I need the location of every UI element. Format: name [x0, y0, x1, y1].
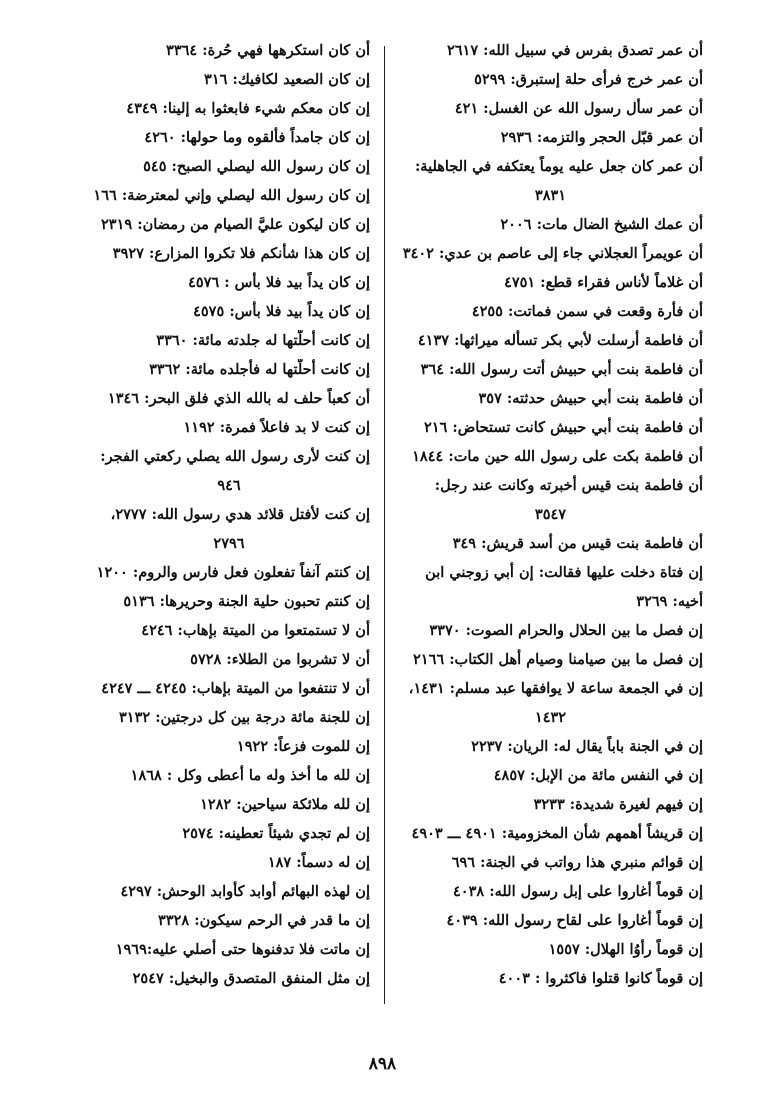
- index-entry: أن لا تشربوا من الطلاء: ٥٧٢٨: [190, 651, 370, 668]
- index-entry: إن كان يداً بيد فلا بأس : ٤٥٧٦: [188, 274, 370, 291]
- index-entry: إن كان رسول الله ليصلي الصبح: ٥٤٥: [143, 158, 370, 175]
- index-entry: إن ما قدر في الرحم سيكون: ٣٣٢٨: [158, 912, 370, 929]
- index-entry: أن فأرة وقعت في سمن فماتت: ٤٢٥٥: [471, 303, 703, 320]
- index-entry: إن في الجمعة ساعة لا يوافقها عبد مسلم: ١٤٣١،: [408, 680, 703, 697]
- index-entry: أن فاطمة بنت أبي حبيش كانت تستحاض: ٢١٦: [423, 419, 703, 436]
- index-entry: إن كانت أحلّتها له فأجلده مائة: ٣٣٦٢: [149, 361, 370, 378]
- index-entry: إن قوماً رأوُا الهلال: ١٥٥٧: [548, 941, 703, 958]
- index-entry: أن فاطمة بنت قيس من أسد قريش: ٣٤٩: [452, 535, 703, 552]
- index-entry: إن لله ملائكة سياحين: ١٢٨٢: [200, 796, 370, 813]
- index-entry: إن في النفس مائة من الإبل: ٤٨٥٧: [493, 767, 703, 784]
- index-entry: إن قريشاً أهمهم شأن المخزومية: ٤٩٠١ ـــ ٤٩٠٣: [411, 825, 703, 842]
- index-entry: إن فصل ما بين صيامنا وصيام أهل الكتاب: ٢١٦٦: [413, 651, 703, 668]
- index-entry: إن قوائم منبري هذا رواتب في الجنة: ٦٩٦: [451, 854, 703, 871]
- index-entry: إن كان الصعيد لكافيك: ٣١٦: [204, 71, 370, 88]
- index-entry: إن لله ما أخذ وله ما أعطى وكل : ١٨٦٨: [130, 767, 370, 784]
- index-entry: إن ماتت فلا تدفنوها حتى أصلي عليه:١٩٦٩: [115, 941, 370, 958]
- index-entry: إن كان رسول الله ليصلي وإني لمعترضة: ١٦٦: [93, 187, 370, 204]
- index-entry-continuation: ٣٨٣١: [534, 187, 567, 204]
- index-entry: إن كنت لأرى رسول الله يصلي ركعتي الفجر:: [100, 448, 370, 465]
- index-entry-continuation: ١٤٣٢: [534, 709, 567, 726]
- index-entry: إن كانت أحلّتها له جلدته مائة: ٣٣٦٠: [156, 332, 370, 349]
- index-entry: إن كنتم آنفاً تفعلون فعل فارس والروم: ١٢٠٠: [96, 564, 370, 581]
- index-entry: إن له دسماً: ١٨٧: [267, 854, 370, 871]
- page-number: ٨٩٨: [368, 1054, 397, 1074]
- index-entry: إن في الجنة باباً يقال له: الريان: ٢٢٣٧: [471, 738, 703, 755]
- index-entry: إن فتاة دخلت عليها فقالت: إن أبي زوجني ابن: [425, 564, 703, 581]
- index-entry: إن فيهم لغيرة شديدة: ٣٢٣٣: [533, 796, 703, 813]
- index-entry-continuation: ٣٥٤٧: [534, 506, 567, 523]
- index-entry: أن فاطمة بنت قيس أخبرته وكانت عند رجل:: [434, 477, 703, 494]
- index-entry: أن فاطمة بنت أبي حبيش حدثته: ٣٥٧: [478, 390, 703, 407]
- index-entry: إن كنت لأفتل قلائد هدي رسول الله: ٢٧٧٧،: [110, 506, 370, 523]
- index-entry: أن غلاماً لأناس فقراء قطع: ٤٧٥١: [504, 274, 703, 291]
- index-entry: أن لا تستمتعوا من الميتة بإهاب: ٤٢٤٦: [141, 622, 370, 639]
- index-entry: إن كان جامداً فألقوه وما حولها: ٤٢٦٠: [144, 129, 370, 146]
- index-entry: إن فصل ما بين الحلال والحرام الصوت: ٣٣٧٠: [429, 622, 703, 639]
- index-entry: أن فاطمة أرسلت لأبي بكر تسأله ميراثها: ٤١٣٧: [417, 332, 703, 349]
- index-entry: إن كان هذا شأنكم فلا تكروا المزارع: ٣٩٢٧: [112, 245, 370, 262]
- index-entry: إن كان معكم شيء فابعثوا به إلينا: ٤٣٤٩: [126, 100, 370, 117]
- index-entry: أن كان استكرهها فهي حُرة: ٣٣٦٤: [166, 42, 370, 59]
- index-entry: أن عمك الشيخ الضال مات: ٢٠٠٦: [500, 216, 703, 233]
- index-entry: أن عمر تصدق بفرس في سبيل الله: ٢٦١٧: [446, 42, 703, 59]
- index-entry: إن لهذه البهائم أوابد كأوابد الوحش: ٤٢٩٧: [120, 883, 370, 900]
- index-entry: إن كنتم تحبون حلية الجنة وحريرها: ٥١٣٦: [123, 593, 370, 610]
- index-entry: إن قوماً أغاروا على إبل رسول الله: ٤٠٣٨: [453, 883, 703, 900]
- index-entry: إن قوماً أغاروا على لقاح رسول الله: ٤٠٣٩: [446, 912, 703, 929]
- index-entry: أن عمر خرج فرأى حلة إستبرق: ٥٢٩٩: [474, 71, 703, 88]
- index-entry: إن كنت لا بد فاعلاً فمرة: ١١٩٢: [183, 419, 370, 436]
- index-entry: إن كان ليكون عليَّ الصيام من رمضان: ٢٣١٩: [101, 216, 370, 233]
- index-entry: أن عمر قبّل الحجر والتزمه: ٢٩٣٦: [500, 129, 703, 146]
- index-entry: أن عمر كان جعل عليه يوماً يعتكفه في الجاهلية:: [414, 158, 703, 175]
- index-entry: أن عمر سأل رسول الله عن الغسل: ٤٢١: [454, 100, 703, 117]
- left-column: [88, 40, 370, 997]
- index-entry: أن لا تنتفعوا من الميتة بإهاب: ٤٢٤٥ ـــ ٤٢٤٧: [101, 680, 370, 697]
- index-entry-continuation: ٢٧٩٦: [213, 535, 245, 552]
- index-entry: إن لم تجدي شيئاً تعطينه: ٢٥٧٤: [182, 825, 370, 842]
- index-entry: أخيه: ٣٢٦٩: [636, 593, 703, 610]
- index-entry: إن للموت فزعاً: ١٩٢٢: [236, 738, 370, 755]
- index-entry: إن مثل المنفق المتصدق والبخيل: ٢٥٤٧: [132, 970, 370, 987]
- index-entry: إن كان يداً بيد فلا بأس: ٤٥٧٥: [193, 303, 370, 320]
- index-entry: أن فاطمة بنت أبي حبيش أتت رسول الله: ٣٦٤: [420, 361, 703, 378]
- index-entry: إن قوماً كانوا قتلوا فاكثروا : ٤٠٠٣: [498, 970, 703, 987]
- index-entry-continuation: ٩٤٦: [217, 477, 241, 494]
- index-entry: أن عويمراً العجلاني جاء إلى عاصم بن عدي: ٣٤٠٢: [402, 245, 703, 262]
- right-column: [398, 40, 703, 997]
- column-divider: [384, 46, 385, 1004]
- index-entry: أن كعباً حلف له بالله الذي فلق البحر: ١٣٤٦: [107, 390, 370, 407]
- index-entry: إن للجنة مائة درجة بين كل درجتين: ٣١٣٢: [119, 709, 370, 726]
- index-entry: أن فاطمة بكت على رسول الله حين مات: ١٨٤٤: [412, 448, 703, 465]
